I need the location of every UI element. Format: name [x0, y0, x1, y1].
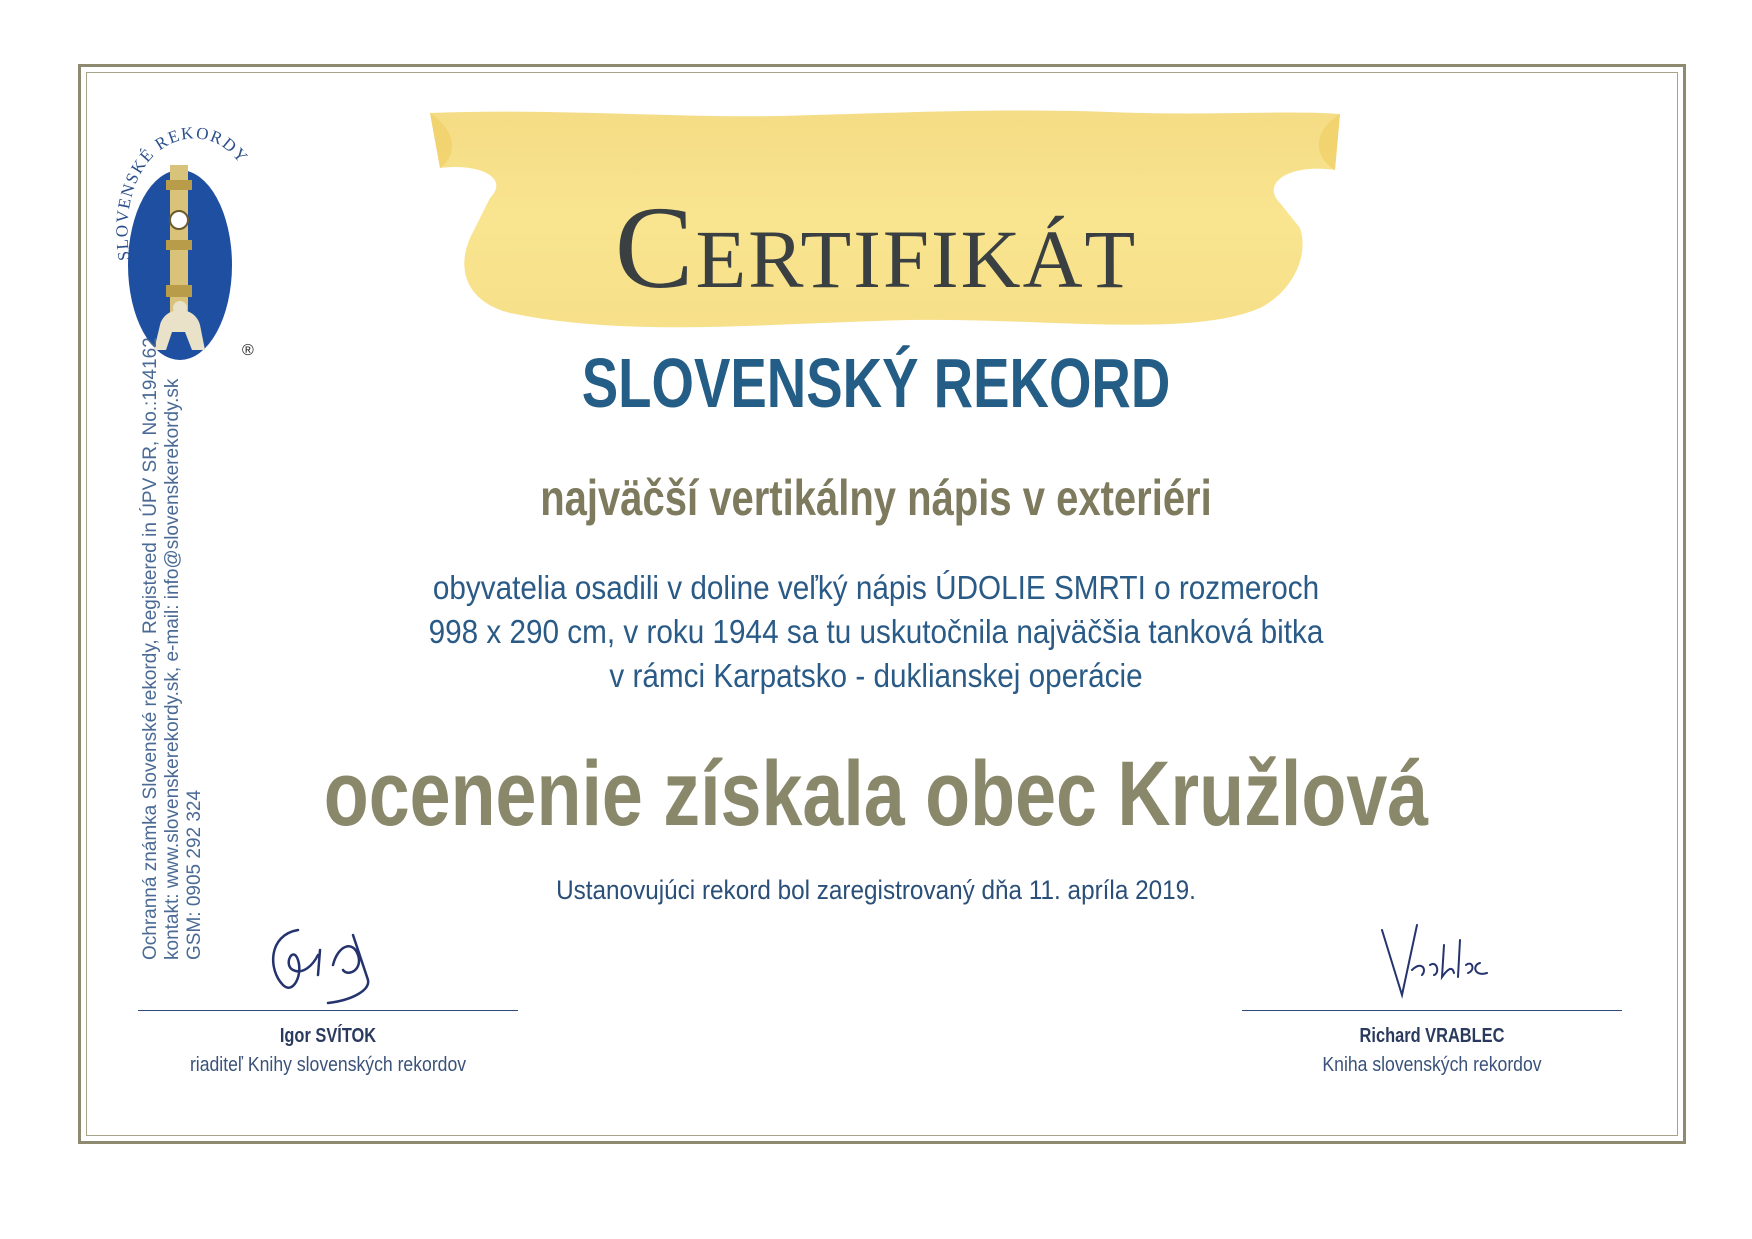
signatory-role: riaditeľ Knihy slovenských rekordov [189, 1054, 467, 1076]
certificate-subtitle: SLOVENSKÝ REKORD [581, 344, 1171, 422]
certificate-title: Certifikát [614, 182, 1138, 313]
description-line: v rámci Karpatsko - duklianskej operácie [609, 657, 1143, 694]
signature-block-right [1242, 915, 1622, 1077]
signature-line [1242, 1010, 1622, 1011]
side-info-line: Ochranná známka Slovenské rekordy, Registered in ÚPV SR, No.:194162 [140, 337, 161, 960]
signature-vrablec [1352, 915, 1512, 1010]
side-info-line: kontakt: www.slovenskerekordy.sk, e-mail: info@slovenskerekordy.sk [162, 378, 183, 960]
slovenske-rekordy-logo [110, 110, 260, 360]
signatory-name: Igor SVÍTOK [279, 1025, 377, 1047]
signatory-name: Richard VRABLEC [1359, 1025, 1505, 1047]
record-description [88, 566, 1665, 698]
signature-line [138, 1010, 518, 1011]
signature-svitok [258, 915, 398, 1010]
registered-mark: ® [242, 342, 254, 359]
description-line: 998 x 290 cm, v roku 1944 sa tu uskutočnila najväčšia tanková bitka [428, 613, 1324, 650]
description-line: obyvatelia osadili v doline veľký nápis ÚDOLIE SMRTI o rozmeroch [432, 569, 1320, 606]
logo-arc-text: SLOVENSKÉ REKORDY [112, 123, 253, 262]
signatory-role: Kniha slovenských rekordov [1322, 1054, 1542, 1076]
signature-block-left [138, 915, 518, 1077]
side-info-line: GSM: 0905 292 324 [184, 789, 205, 960]
trademark-contact-info [140, 337, 206, 960]
award-recipient: ocenenie získala obec Kružlová [323, 743, 1429, 845]
registration-date: Ustanovujúci rekord bol zaregistrovaný dňa 11. apríla 2019. [556, 875, 1196, 905]
record-name: najväčší vertikálny nápis v exteriéri [540, 470, 1212, 526]
